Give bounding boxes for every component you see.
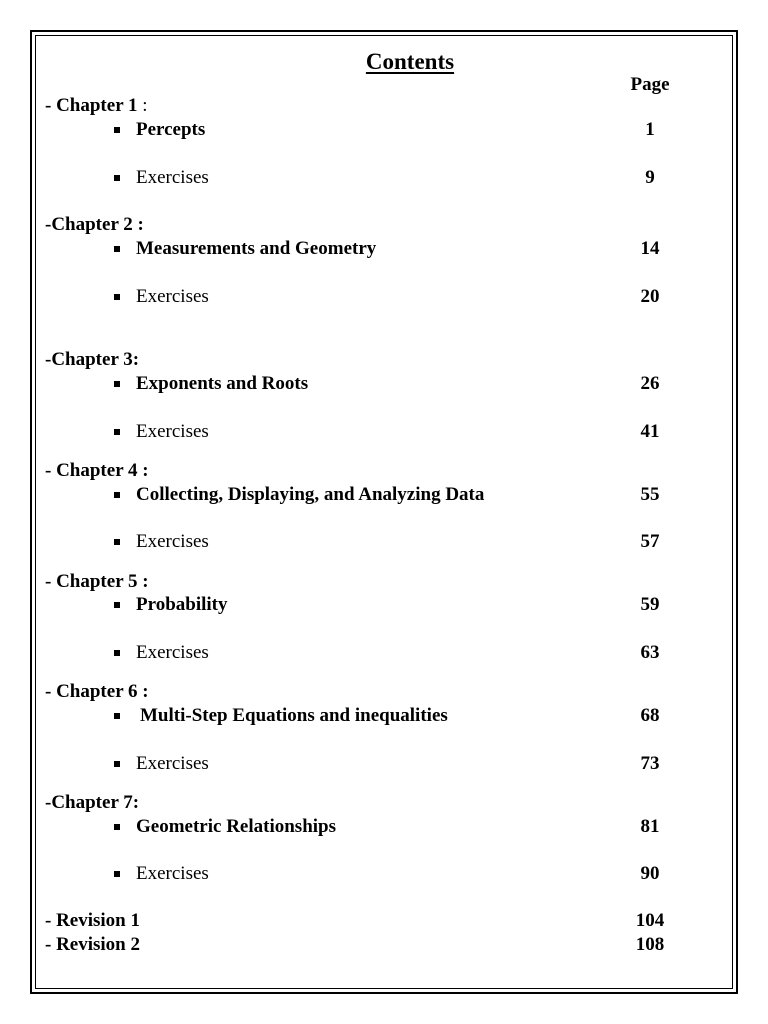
bullet-square-icon — [114, 824, 120, 830]
toc-entry-title: Exercises — [136, 421, 209, 442]
page-column-header: Page — [630, 74, 670, 95]
bullet-square-icon — [114, 539, 120, 545]
toc-entry-title: Exercises — [136, 531, 209, 552]
toc-entry-title: Exercises — [136, 753, 209, 774]
toc-entry-title: Exercises — [136, 286, 209, 307]
page-number: 63 — [640, 642, 660, 663]
contents-title: Contents — [365, 49, 455, 74]
toc-entry-title: Geometric Relationships — [136, 816, 337, 837]
toc-entry-title: Percepts — [136, 119, 206, 140]
bullet-square-icon — [114, 127, 120, 133]
page-number: 90 — [640, 863, 660, 884]
bullet-square-icon — [114, 871, 120, 877]
bullet-square-icon — [114, 761, 120, 767]
page-number: 26 — [640, 373, 660, 394]
toc-entry-title: Multi-Step Equations and inequalities — [140, 705, 448, 726]
revision-2-entry[interactable]: - Revision 2 — [45, 934, 140, 955]
toc-entry-title: Exponents and Roots — [136, 373, 309, 394]
page-number: 104 — [635, 910, 665, 931]
page-number: 59 — [640, 594, 660, 615]
chapter-1-colon: : — [137, 95, 148, 116]
bullet-square-icon — [114, 175, 120, 181]
toc-entry-title: Exercises — [136, 167, 209, 188]
chapter-1-heading — [45, 95, 148, 117]
page-number: 68 — [640, 705, 660, 726]
page-number: 20 — [640, 286, 660, 307]
page-number: 14 — [640, 238, 660, 259]
page-number: 55 — [640, 484, 660, 505]
revision-1-entry[interactable]: - Revision 1 — [45, 910, 140, 931]
bullet-square-icon — [114, 713, 120, 719]
chapter-4-heading: - Chapter 4 : — [45, 460, 149, 481]
bullet-square-icon — [114, 602, 120, 608]
chapter-2-heading: -Chapter 2 : — [45, 214, 144, 235]
page-number: 9 — [645, 167, 655, 188]
toc-entry-title: Exercises — [136, 642, 209, 663]
chapter-1-label: - Chapter 1 — [45, 95, 138, 116]
toc-entry-title: Measurements and Geometry — [136, 238, 377, 259]
page-number: 57 — [640, 531, 660, 552]
bullet-square-icon — [114, 650, 120, 656]
bullet-square-icon — [114, 492, 120, 498]
page-number: 1 — [645, 119, 655, 140]
chapter-3-heading: -Chapter 3: — [45, 349, 140, 370]
toc-entry-title: Probability — [136, 594, 228, 615]
toc-entry-title: Collecting, Displaying, and Analyzing Data — [136, 484, 485, 505]
chapter-7-heading: -Chapter 7: — [45, 792, 140, 813]
page-number: 73 — [640, 753, 660, 774]
bullet-square-icon — [114, 294, 120, 300]
page-number: 81 — [640, 816, 660, 837]
bullet-square-icon — [114, 246, 120, 252]
bullet-square-icon — [114, 429, 120, 435]
bullet-square-icon — [114, 381, 120, 387]
chapter-5-heading: - Chapter 5 : — [45, 571, 149, 592]
chapter-6-heading: - Chapter 6 : — [45, 681, 149, 702]
page-number: 108 — [635, 934, 665, 955]
page-number: 41 — [640, 421, 660, 442]
toc-entry-title: Exercises — [136, 863, 209, 884]
